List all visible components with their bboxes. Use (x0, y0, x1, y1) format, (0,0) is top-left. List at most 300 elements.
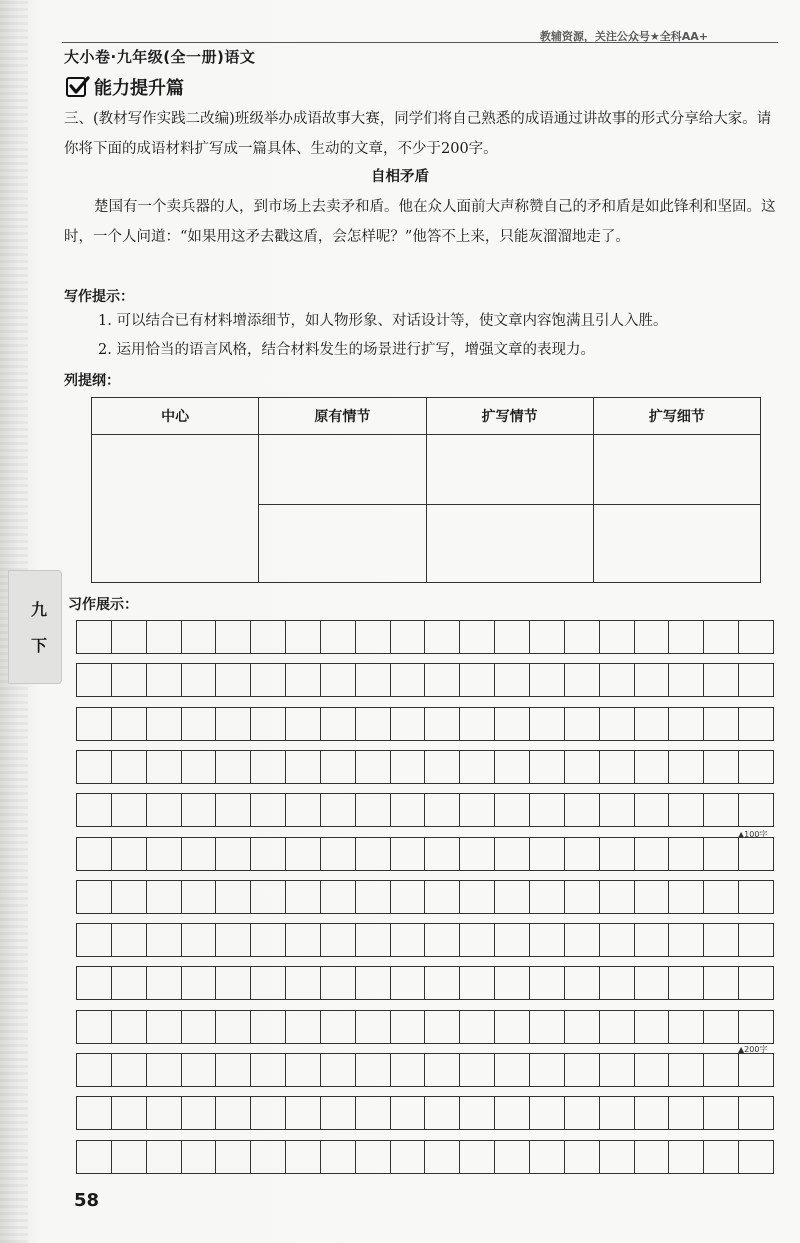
grid-cell[interactable] (669, 1054, 704, 1086)
grid-cell[interactable] (704, 924, 739, 956)
grid-cell[interactable] (600, 664, 635, 696)
grid-row (76, 620, 774, 654)
grid-cell[interactable] (182, 967, 217, 999)
grid-cell[interactable] (147, 838, 182, 870)
hint-item: 2. 运用恰当的语言风格，结合材料发生的场景进行扩写，增强文章的表现力。 (98, 342, 595, 358)
page-number: 58 (74, 1190, 100, 1211)
grid-cell[interactable] (251, 881, 286, 913)
grid-cell[interactable] (251, 621, 286, 653)
grid-cell[interactable] (425, 1097, 460, 1129)
grid-cell[interactable] (321, 924, 356, 956)
grid-cell[interactable] (600, 794, 635, 826)
grid-cell[interactable] (286, 664, 321, 696)
grid-cell[interactable] (530, 967, 565, 999)
grid-cell[interactable] (356, 838, 391, 870)
outline-cell-center[interactable] (92, 435, 259, 583)
grid-cell[interactable] (460, 967, 495, 999)
grid-cell[interactable] (669, 881, 704, 913)
grid-cell[interactable] (704, 794, 739, 826)
grid-cell[interactable] (565, 1054, 600, 1086)
grid-cell[interactable] (600, 708, 635, 740)
grid-cell[interactable] (182, 621, 217, 653)
grid-cell[interactable] (495, 967, 530, 999)
grid-cell[interactable] (112, 1054, 147, 1086)
grid-cell[interactable] (77, 794, 112, 826)
question-text: 三、(教材写作实践二改编)班级举办成语故事大赛，同学们将自己熟悉的成语通过讲故事的形式分享给大家。请你将下面的成语材料扩写成一篇具体、生动的文章，不少于200字。 (64, 111, 772, 157)
grid-cell[interactable] (216, 1097, 251, 1129)
grid-cell[interactable] (216, 967, 251, 999)
grid-cell[interactable] (251, 1054, 286, 1086)
grid-cell[interactable] (147, 1054, 182, 1086)
grid-cell[interactable] (286, 838, 321, 870)
grid-cell[interactable] (182, 794, 217, 826)
grid-cell[interactable] (530, 664, 565, 696)
grid-cell[interactable] (356, 751, 391, 783)
grid-row (76, 707, 774, 741)
grid-cell[interactable] (286, 621, 321, 653)
grid-cell[interactable] (182, 1141, 217, 1173)
grid-cell[interactable] (495, 838, 530, 870)
grid-cell[interactable] (147, 794, 182, 826)
grid-cell[interactable] (704, 664, 739, 696)
grid-cell[interactable] (460, 1097, 495, 1129)
side-tab-term: 下 (31, 636, 48, 655)
grid-cell[interactable] (77, 708, 112, 740)
grid-cell[interactable] (495, 664, 530, 696)
grid-cell[interactable] (251, 708, 286, 740)
grid-cell[interactable] (669, 967, 704, 999)
grid-cell[interactable] (391, 1054, 426, 1086)
grid-cell[interactable] (704, 1097, 739, 1129)
grid-cell[interactable] (182, 708, 217, 740)
grid-cell[interactable] (321, 1054, 356, 1086)
grid-cell[interactable] (600, 1011, 635, 1043)
grid-cell[interactable] (286, 967, 321, 999)
grid-cell[interactable] (635, 664, 670, 696)
grid-cell[interactable] (565, 664, 600, 696)
grid-cell[interactable] (391, 751, 426, 783)
grid-cell[interactable] (112, 1097, 147, 1129)
grid-cell[interactable] (77, 967, 112, 999)
grid-cell[interactable] (182, 751, 217, 783)
grid-cell[interactable] (530, 1141, 565, 1173)
grid-cell[interactable] (495, 924, 530, 956)
grid-cell[interactable] (356, 708, 391, 740)
grid-cell[interactable] (216, 1141, 251, 1173)
grid-cell[interactable] (147, 751, 182, 783)
grid-cell[interactable] (182, 838, 217, 870)
grid-cell[interactable] (565, 708, 600, 740)
grid-cell[interactable] (77, 1011, 112, 1043)
grid-cell[interactable] (216, 751, 251, 783)
grid-cell[interactable] (460, 1141, 495, 1173)
grid-cell[interactable] (565, 924, 600, 956)
grid-cell[interactable] (425, 751, 460, 783)
grid-cell[interactable] (530, 751, 565, 783)
grid-cell[interactable] (391, 1141, 426, 1173)
grid-cell[interactable] (495, 751, 530, 783)
grid-cell[interactable] (356, 794, 391, 826)
grid-cell[interactable] (391, 838, 426, 870)
grid-cell[interactable] (77, 924, 112, 956)
outline-cell[interactable] (426, 435, 593, 505)
grid-cell[interactable] (216, 924, 251, 956)
grid-cell[interactable] (460, 621, 495, 653)
grid-cell[interactable] (635, 1097, 670, 1129)
grid-row (76, 966, 774, 1000)
grid-cell[interactable] (565, 751, 600, 783)
grid-cell[interactable] (251, 1141, 286, 1173)
grid-cell[interactable] (704, 751, 739, 783)
grid-cell[interactable] (530, 621, 565, 653)
grid-cell[interactable] (77, 1097, 112, 1129)
grid-cell[interactable] (669, 621, 704, 653)
grid-cell[interactable] (635, 751, 670, 783)
outline-col-original: 原有情节 (259, 398, 426, 435)
grid-cell[interactable] (147, 1097, 182, 1129)
grid-cell[interactable] (425, 924, 460, 956)
grid-cell[interactable] (635, 924, 670, 956)
grid-cell[interactable] (635, 1141, 670, 1173)
grid-cell[interactable] (182, 881, 217, 913)
word-count-200-mark: ▲200字 (738, 1045, 768, 1054)
composition-label: 习作展示： (68, 597, 138, 613)
grid-row (76, 1010, 774, 1044)
grid-cell[interactable] (495, 1097, 530, 1129)
header-rule (62, 42, 778, 43)
grid-cell[interactable] (635, 838, 670, 870)
grid-cell[interactable] (495, 1011, 530, 1043)
grid-cell[interactable] (669, 838, 704, 870)
composition-grid (76, 620, 774, 1176)
grid-cell[interactable] (425, 967, 460, 999)
grid-cell[interactable] (704, 838, 739, 870)
outline-cell[interactable] (259, 505, 426, 583)
grid-cell[interactable] (77, 1054, 112, 1086)
grid-cell[interactable] (425, 1054, 460, 1086)
grid-cell[interactable] (704, 708, 739, 740)
grid-cell[interactable] (286, 751, 321, 783)
grid-cell[interactable] (356, 881, 391, 913)
grid-cell[interactable] (391, 1097, 426, 1129)
outline-col-center: 中心 (92, 398, 259, 435)
grid-cell[interactable] (669, 924, 704, 956)
book-title: 大小卷·九年级(全一册)语文 (64, 48, 256, 66)
grid-cell[interactable] (321, 967, 356, 999)
grid-cell[interactable] (182, 1011, 217, 1043)
grid-cell[interactable] (495, 1054, 530, 1086)
grid-cell[interactable] (321, 881, 356, 913)
story-title: 自相矛盾 (371, 169, 429, 185)
grid-cell[interactable] (530, 1011, 565, 1043)
grid-cell[interactable] (460, 924, 495, 956)
grid-cell[interactable] (425, 1141, 460, 1173)
grid-cell[interactable] (286, 708, 321, 740)
grid-cell[interactable] (391, 664, 426, 696)
grid-cell[interactable] (77, 751, 112, 783)
grid-cell[interactable] (635, 1011, 670, 1043)
grid-cell[interactable] (77, 621, 112, 653)
grid-cell[interactable] (321, 838, 356, 870)
grid-cell[interactable] (356, 1141, 391, 1173)
grid-cell[interactable] (739, 794, 773, 826)
grid-cell[interactable] (391, 924, 426, 956)
grid-cell[interactable] (704, 1054, 739, 1086)
grid-cell[interactable] (216, 1054, 251, 1086)
grid-cell[interactable] (251, 664, 286, 696)
outline-cell[interactable] (593, 435, 760, 505)
grid-cell[interactable] (739, 1097, 773, 1129)
grid-cell[interactable] (391, 1011, 426, 1043)
grid-cell[interactable] (425, 621, 460, 653)
grid-cell[interactable] (391, 967, 426, 999)
grid-cell[interactable] (356, 1054, 391, 1086)
grid-cell[interactable] (669, 1097, 704, 1129)
grid-cell[interactable] (739, 664, 773, 696)
grid-cell[interactable] (112, 751, 147, 783)
grid-cell[interactable] (321, 708, 356, 740)
grid-cell[interactable] (112, 1141, 147, 1173)
grid-cell[interactable] (565, 794, 600, 826)
grid-cell[interactable] (739, 967, 773, 999)
grid-cell[interactable] (356, 664, 391, 696)
grid-cell[interactable] (669, 1011, 704, 1043)
outline-table (91, 397, 761, 583)
grid-cell[interactable] (425, 664, 460, 696)
grid-cell[interactable] (216, 794, 251, 826)
grid-row (76, 1096, 774, 1130)
grid-cell[interactable] (286, 794, 321, 826)
grid-cell[interactable] (495, 1141, 530, 1173)
outline-col-expanded-plot: 扩写情节 (426, 398, 593, 435)
grid-cell[interactable] (251, 838, 286, 870)
grid-cell[interactable] (565, 1011, 600, 1043)
grid-cell[interactable] (635, 881, 670, 913)
grid-cell[interactable] (739, 1054, 773, 1086)
word-count-100-mark: ▲100字 (738, 830, 768, 839)
grid-cell[interactable] (321, 751, 356, 783)
grid-cell[interactable] (600, 1097, 635, 1129)
section-heading (66, 74, 184, 100)
grid-cell[interactable] (600, 967, 635, 999)
grid-cell[interactable] (286, 1141, 321, 1173)
grid-cell[interactable] (356, 1097, 391, 1129)
grid-cell[interactable] (356, 621, 391, 653)
grid-cell[interactable] (739, 621, 773, 653)
section-title: 能力提升篇 (94, 78, 184, 99)
grid-cell[interactable] (216, 621, 251, 653)
outline-cell[interactable] (593, 505, 760, 583)
grid-cell[interactable] (460, 838, 495, 870)
grid-cell[interactable] (216, 881, 251, 913)
grid-cell[interactable] (147, 664, 182, 696)
grid-cell[interactable] (321, 1011, 356, 1043)
grid-cell[interactable] (739, 751, 773, 783)
grid-cell[interactable] (739, 1141, 773, 1173)
grid-cell[interactable] (356, 967, 391, 999)
grid-cell[interactable] (391, 794, 426, 826)
grid-cell[interactable] (147, 708, 182, 740)
grid-cell[interactable] (565, 967, 600, 999)
outline-cell[interactable] (259, 435, 426, 505)
grid-cell[interactable] (321, 794, 356, 826)
story-body: 楚国有一个卖兵器的人，到市场上去卖矛和盾。他在众人面前大声称赞自己的矛和盾是如此锋利和坚固。这时，一个人问道：“如果用这矛去戳这盾，会怎样呢？”他答不上来，只能灰溜溜地走了。 (64, 199, 776, 245)
grid-cell[interactable] (356, 1011, 391, 1043)
grid-cell[interactable] (321, 1097, 356, 1129)
grid-cell[interactable] (635, 1054, 670, 1086)
grid-cell[interactable] (704, 621, 739, 653)
grid-cell[interactable] (530, 794, 565, 826)
grid-cell[interactable] (251, 794, 286, 826)
grid-cell[interactable] (460, 751, 495, 783)
grid-cell[interactable] (460, 794, 495, 826)
grid-cell[interactable] (669, 794, 704, 826)
grid-cell[interactable] (251, 1097, 286, 1129)
grid-row (76, 880, 774, 914)
grid-cell[interactable] (216, 664, 251, 696)
grid-cell[interactable] (635, 621, 670, 653)
grid-cell[interactable] (495, 621, 530, 653)
grid-cell[interactable] (112, 794, 147, 826)
grid-cell[interactable] (77, 838, 112, 870)
grid-cell[interactable] (182, 1054, 217, 1086)
grid-cell[interactable] (425, 1011, 460, 1043)
grid-cell[interactable] (565, 621, 600, 653)
grid-cell[interactable] (600, 924, 635, 956)
side-tab-grade: 九 (31, 600, 48, 619)
grid-cell[interactable] (321, 1141, 356, 1173)
grid-cell[interactable] (216, 1011, 251, 1043)
hint-item: 1. 可以结合已有材料增添细节，如人物形象、对话设计等，使文章内容饱满且引人入胜。 (98, 313, 668, 329)
grid-cell[interactable] (530, 881, 565, 913)
grid-cell[interactable] (147, 621, 182, 653)
grid-cell[interactable] (739, 708, 773, 740)
grid-cell[interactable] (600, 621, 635, 653)
grid-row (76, 1140, 774, 1174)
grid-cell[interactable] (600, 881, 635, 913)
grid-cell[interactable] (286, 1054, 321, 1086)
grid-cell[interactable] (704, 1011, 739, 1043)
grid-cell[interactable] (216, 708, 251, 740)
grid-cell[interactable] (391, 708, 426, 740)
grid-cell[interactable] (425, 708, 460, 740)
grid-cell[interactable] (530, 924, 565, 956)
grid-cell[interactable] (391, 881, 426, 913)
grid-cell[interactable] (321, 621, 356, 653)
grid-cell[interactable] (147, 967, 182, 999)
grid-cell[interactable] (739, 881, 773, 913)
grid-cell[interactable] (425, 794, 460, 826)
grid-cell[interactable] (112, 838, 147, 870)
grid-cell[interactable] (600, 751, 635, 783)
grid-cell[interactable] (182, 924, 217, 956)
side-tab (8, 570, 62, 684)
hints-label: 写作提示： (64, 289, 134, 305)
grid-cell[interactable] (321, 664, 356, 696)
grid-cell[interactable] (112, 708, 147, 740)
grid-cell[interactable] (356, 924, 391, 956)
grid-cell[interactable] (147, 1011, 182, 1043)
grid-cell[interactable] (635, 708, 670, 740)
grid-cell[interactable] (704, 881, 739, 913)
grid-cell[interactable] (425, 838, 460, 870)
grid-cell[interactable] (147, 1141, 182, 1173)
grid-cell[interactable] (251, 924, 286, 956)
grid-cell[interactable] (635, 967, 670, 999)
grid-cell[interactable] (112, 881, 147, 913)
grid-cell[interactable] (460, 881, 495, 913)
grid-cell[interactable] (530, 1097, 565, 1129)
grid-cell[interactable] (251, 1011, 286, 1043)
grid-cell[interactable] (460, 1054, 495, 1086)
grid-cell[interactable] (425, 881, 460, 913)
grid-cell[interactable] (286, 1011, 321, 1043)
grid-cell[interactable] (600, 838, 635, 870)
grid-cell[interactable] (460, 1011, 495, 1043)
grid-cell[interactable] (460, 664, 495, 696)
grid-cell[interactable] (669, 751, 704, 783)
grid-cell[interactable] (669, 708, 704, 740)
grid-cell[interactable] (251, 967, 286, 999)
grid-cell[interactable] (530, 708, 565, 740)
grid-cell[interactable] (112, 1011, 147, 1043)
grid-cell[interactable] (565, 838, 600, 870)
grid-cell[interactable] (77, 1141, 112, 1173)
grid-cell[interactable] (112, 967, 147, 999)
grid-cell[interactable] (112, 924, 147, 956)
outline-label: 列提纲： (64, 373, 120, 389)
grid-cell[interactable] (530, 1054, 565, 1086)
grid-cell[interactable] (600, 1141, 635, 1173)
grid-cell[interactable] (286, 881, 321, 913)
grid-cell[interactable] (216, 838, 251, 870)
grid-cell[interactable] (112, 664, 147, 696)
grid-cell[interactable] (251, 751, 286, 783)
grid-cell[interactable] (112, 621, 147, 653)
grid-cell[interactable] (286, 924, 321, 956)
grid-row (76, 663, 774, 697)
outline-cell[interactable] (426, 505, 593, 583)
check-box-icon (66, 77, 86, 97)
grid-cell[interactable] (495, 794, 530, 826)
grid-cell[interactable] (704, 1141, 739, 1173)
grid-cell[interactable] (286, 1097, 321, 1129)
grid-cell[interactable] (565, 1141, 600, 1173)
grid-cell[interactable] (391, 621, 426, 653)
grid-cell[interactable] (739, 924, 773, 956)
grid-cell[interactable] (600, 1054, 635, 1086)
grid-cell[interactable] (77, 664, 112, 696)
grid-cell[interactable] (565, 1097, 600, 1129)
grid-cell[interactable] (704, 967, 739, 999)
grid-cell[interactable] (460, 708, 495, 740)
grid-cell[interactable] (147, 924, 182, 956)
grid-cell[interactable] (495, 881, 530, 913)
grid-cell[interactable] (77, 881, 112, 913)
grid-cell[interactable] (182, 1097, 217, 1129)
grid-cell[interactable] (669, 664, 704, 696)
grid-cell[interactable] (530, 838, 565, 870)
grid-cell[interactable] (739, 1011, 773, 1043)
grid-row (76, 1053, 774, 1087)
grid-cell[interactable] (495, 708, 530, 740)
grid-cell[interactable] (147, 881, 182, 913)
grid-cell[interactable] (635, 794, 670, 826)
grid-cell[interactable] (565, 881, 600, 913)
grid-cell[interactable] (669, 1141, 704, 1173)
grid-cell[interactable] (739, 838, 773, 870)
grid-cell[interactable] (182, 664, 217, 696)
